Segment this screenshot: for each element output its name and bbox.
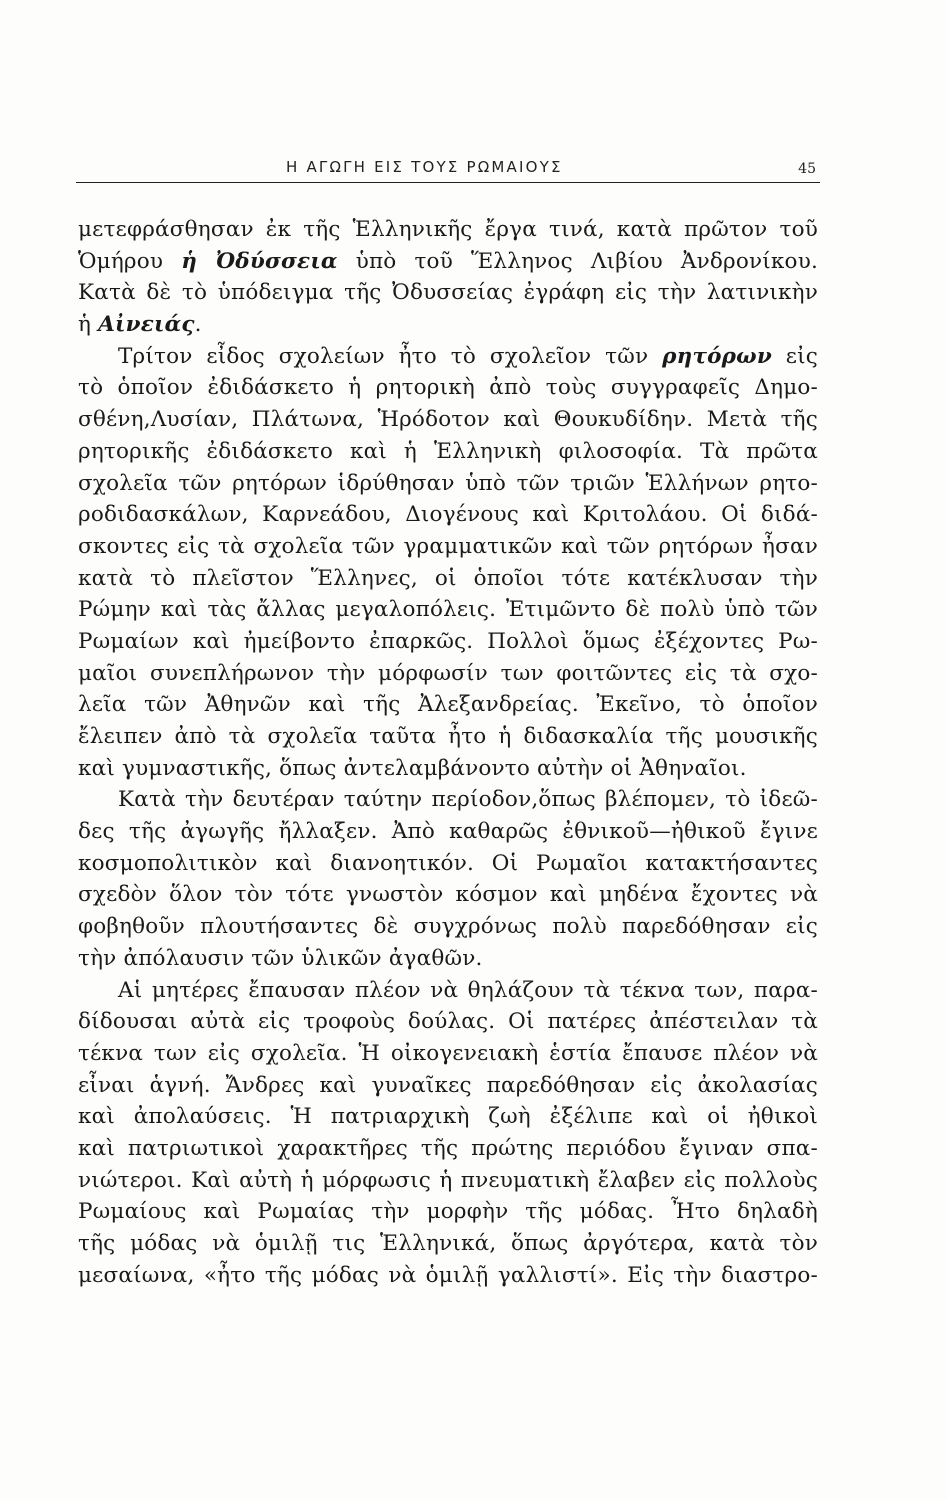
text-line [78,341,818,373]
text-line: μετεφράσθησαν ἐκ τῆς Ἑλληνικῆς ἔργα τινά, κατὰ πρῶτον τοῦ [78,217,818,242]
text-line: σχολεῖα τῶν ρητόρων ἱδρύθησαν ὑπὸ τῶν τριῶν Ἑλλήνων ρητο- [78,470,818,496]
title-odyssey: ἡ Ὀδύσσεια [181,248,338,274]
text-line: Ρωμαίους καὶ Ρωμαίας τὴν μορφὴν τῆς μόδας. Ἦτο δηλαδὴ [78,1199,818,1225]
text-span: ἡ [78,312,99,338]
text-line: Κατὰ τὴν δευτέραν ταύτην περίοδον,ὅπως βλέπομεν, τὸ ἰδεῶ- [118,787,818,813]
text-line: δες τῆς ἀγωγῆς ἤλλαξεν. Ἀπὸ καθαρῶς ἐθνικοῦ—ἠθικοῦ ἔγινε [78,819,818,845]
text-line: σκοντες εἰς τὰ σχολεῖα τῶν γραμματικῶν καὶ τῶν ρητόρων ἦσαν [78,533,818,559]
text-span: ὑπὸ τοῦ Ἕλληνος Λιβίου Ἀνδρονίκου. [337,248,819,274]
text-span: εἰς [771,343,818,369]
text-line: καὶ πατριωτικοὶ χαρακτῆρες τῆς πρώτης περιόδου ἔγιναν σπα- [78,1135,818,1161]
text-line: τέκνα των εἰς σχολεῖα. Ἡ οἰκογενειακὴ ἑστία ἔπαυσε πλέον νὰ [78,1040,818,1066]
text-line: φοβηθοῦν πλουτήσαντες δὲ συγχρόνως πολὺ παρεδόθησαν εἰς [78,914,818,940]
text-line: τὸ ὁποῖον ἐδιδάσκετο ἡ ρητορικὴ ἀπὸ τοὺς συγγραφεῖς Δημο- [78,375,818,401]
text-line: μεσαίωνα, «ἦτο τῆς μόδας νὰ ὁμιλῇ γαλλιστί». Εἰς τὴν διαστρο- [78,1262,818,1288]
running-title: Η ΑΓΩΓΗ ΕΙΣ ΤΟΥΣ ΡΩΜΑΙΟΥΣ [286,158,563,176]
text-line: Κατὰ δὲ τὸ ὑπόδειγμα τῆς Ὀδυσσείας ἐγράφη εἰς τὴν λατινικὴν [78,280,818,306]
page-number: 45 [798,161,816,177]
text-line: σχεδὸν ὅλον τὸν τότε γνωστὸν κόσμον καὶ μηδένα ἔχοντες νὰ [78,882,818,908]
text-line [78,309,818,341]
text-line: σθένη,Λυσίαν, Πλάτωνα, Ἡρόδοτον καὶ Θουκυδίδην. Μετὰ τῆς [78,407,818,433]
text-line: εἶναι ἁγνή. Ἄνδρες καὶ γυναῖκες παρεδόθησαν εἰς ἀκολασίας [78,1072,818,1098]
text-line: λεῖα τῶν Ἀθηνῶν καὶ τῆς Ἀλεξανδρείας. Ἐκεῖνο, τὸ ὁποῖον [78,692,818,718]
term-rhetors: ρητόρων [662,343,772,369]
text-line: καὶ ἀπολαύσεις. Ἡ πατριαρχικὴ ζωὴ ἐξέλιπε καὶ οἱ ἠθικοὶ [78,1104,818,1130]
text-span: . [194,312,202,338]
text-line: τὴν ἀπόλαυσιν τῶν ὑλικῶν ἀγαθῶν. [78,945,483,971]
text-line: ροδιδασκάλων, Καρνεάδου, Διογένους καὶ Κριτολάου. Οἱ διδά- [78,502,818,528]
body-text [78,214,818,1291]
text-line: Ρωμαίων καὶ ἠμείβοντο ἐπαρκῶς. Πολλοὶ ὅμως ἐξέχοντες Ρω- [78,628,818,654]
text-line: τῆς μόδας νὰ ὁμιλῇ τις Ἑλληνικά, ὅπως ἀργότερα, κατὰ τὸν [78,1231,818,1256]
text-line: Ρώμην καὶ τὰς ἄλλας μεγαλοπόλεις. Ἐτιμῶντο δὲ πολὺ ὑπὸ τῶν [78,597,818,623]
text-line: Αἱ μητέρες ἔπαυσαν πλέον νὰ θηλάζουν τὰ τέκνα των, παρα- [118,977,818,1003]
text-line: καὶ γυμναστικῆς, ὅπως ἀντελαμβάνοντο αὐτὴν οἱ Ἀθηναῖοι. [78,755,747,781]
text-line: ἔλειπεν ἀπὸ τὰ σχολεῖα ταῦτα ἦτο ἡ διδασκαλία τῆς μουσικῆς [78,724,818,749]
text-line: δίδουσαι αὐτὰ εἰς τροφοὺς δούλας. Οἱ πατέρες ἀπέστειλαν τὰ [78,1009,818,1035]
text-line: κοσμοπολιτικὸν καὶ διανοητικόν. Οἱ Ρωμαῖοι κατακτήσαντες [78,850,818,876]
text-line: μαῖοι συνεπλήρωνον τὴν μόρφωσίν των φοιτῶντες εἰς τὰ σχο- [78,660,818,686]
text-span: Τρίτον εἶδος σχολείων ἦτο τὸ σχολεῖον τῶν [118,343,663,369]
title-aeneid: Αἰνειάς [98,312,195,338]
text-line [78,246,818,278]
text-line: νιώτεροι. Καὶ αὐτὴ ἡ μόρφωσις ἡ πνευματικὴ ἔλαβεν εἰς πολλοὺς [78,1167,818,1193]
running-header [76,158,820,183]
text-line: ρητορικῆς ἐδιδάσκετο καὶ ἡ Ἑλληνικὴ φιλοσοφία. Τὰ πρῶτα [78,438,818,464]
text-line: κατὰ τὸ πλεῖστον Ἕλληνες, οἱ ὁποῖοι τότε κατέκλυσαν τὴν [78,565,818,591]
text-span: Ὁμήρου [78,248,182,274]
